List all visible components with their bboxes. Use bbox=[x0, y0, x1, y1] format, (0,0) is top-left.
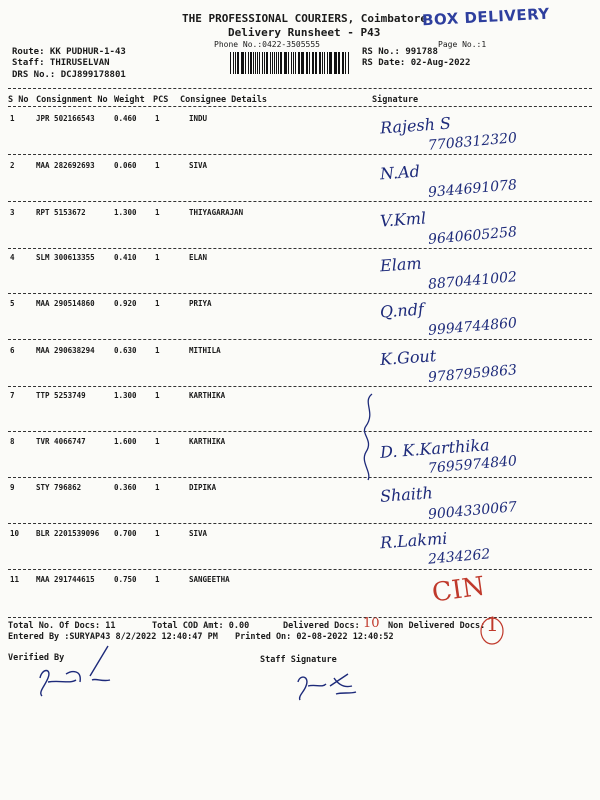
non-delivered-label: Non Delivered Docs: bbox=[388, 621, 486, 631]
cell-consignee: PRIYA bbox=[189, 299, 212, 308]
header-divider bbox=[8, 88, 592, 89]
cell-consignee: SANGEETHA bbox=[189, 575, 230, 584]
col-signature: Signature bbox=[372, 95, 419, 105]
col-weight: Weight bbox=[114, 95, 145, 105]
row-divider bbox=[8, 248, 592, 249]
cell-pcs: 1 bbox=[155, 437, 160, 446]
barcode bbox=[230, 52, 350, 74]
cell-sno: 1 bbox=[10, 114, 15, 123]
cell-sno: 11 bbox=[10, 575, 20, 584]
cell-weight: 1.300 bbox=[114, 391, 137, 400]
col-sno: S No bbox=[8, 95, 29, 105]
cell-consignee: DIPIKA bbox=[189, 483, 217, 492]
cell-consignee: INDU bbox=[189, 114, 208, 123]
cell-pcs: 1 bbox=[155, 299, 160, 308]
rs-date: RS Date: 02-Aug-2022 bbox=[362, 58, 471, 68]
total-docs: Total No. Of Docs: 11 bbox=[8, 621, 116, 631]
signature-name: Shaith bbox=[379, 483, 434, 506]
cell-sno: 8 bbox=[10, 437, 15, 446]
drs-number: DRS No.: DCJ899178801 bbox=[12, 70, 126, 80]
cell-consignment: SLM 300613355 bbox=[36, 253, 95, 262]
cell-consignee: ELAN bbox=[189, 253, 208, 262]
cell-weight: 0.360 bbox=[114, 483, 137, 492]
signature-name: V.Kml bbox=[379, 208, 427, 231]
cell-consignee: SIVA bbox=[189, 529, 208, 538]
signature-phone: 9344691078 bbox=[427, 177, 518, 201]
staff-signature-label: Staff Signature bbox=[260, 655, 337, 665]
cell-consignee: THIYAGARAJAN bbox=[189, 208, 244, 217]
cell-consignee: SIVA bbox=[189, 161, 208, 170]
cell-weight: 1.600 bbox=[114, 437, 137, 446]
cell-weight: 0.630 bbox=[114, 346, 137, 355]
delivered-docs-count: 10 bbox=[363, 616, 380, 631]
signature-name: D. K.Karthika bbox=[379, 435, 491, 462]
cell-weight: 0.920 bbox=[114, 299, 137, 308]
cell-pcs: 1 bbox=[155, 391, 160, 400]
cell-sno: 6 bbox=[10, 346, 15, 355]
rs-number: RS No.: 991788 bbox=[362, 47, 438, 57]
signature-phone: 9640605258 bbox=[427, 224, 518, 248]
col-consignee: Consignee Details bbox=[180, 95, 267, 105]
col-consignment: Consignment No bbox=[36, 95, 108, 105]
cell-pcs: 1 bbox=[155, 161, 160, 170]
row-divider bbox=[8, 523, 592, 524]
cell-weight: 0.700 bbox=[114, 529, 137, 538]
cell-pcs: 1 bbox=[155, 253, 160, 262]
runsheet-title: Delivery Runsheet - P43 bbox=[228, 26, 381, 39]
cell-consignment: MAA 290514860 bbox=[36, 299, 95, 308]
cell-consignment: MAA 282692693 bbox=[36, 161, 95, 170]
bracket-mark bbox=[360, 392, 380, 482]
cell-weight: 0.060 bbox=[114, 161, 137, 170]
signature-name: Rajesh S bbox=[379, 113, 452, 138]
signature-name: K.Gout bbox=[379, 346, 437, 369]
verified-signature bbox=[30, 640, 120, 700]
cell-sno: 9 bbox=[10, 483, 15, 492]
signature-phone: 2434262 bbox=[427, 546, 491, 568]
cell-sno: 7 bbox=[10, 391, 15, 400]
cell-pcs: 1 bbox=[155, 114, 160, 123]
cell-consignment: STY 796862 bbox=[36, 483, 82, 492]
cell-pcs: 1 bbox=[155, 575, 160, 584]
row-divider bbox=[8, 569, 592, 570]
col-pcs: PCS bbox=[153, 95, 169, 105]
cell-consignment: RPT 5153672 bbox=[36, 208, 86, 217]
cell-consignment: MAA 290638294 bbox=[36, 346, 95, 355]
cell-pcs: 1 bbox=[155, 208, 160, 217]
cell-consignment: MAA 291744615 bbox=[36, 575, 95, 584]
cell-sno: 5 bbox=[10, 299, 15, 308]
cell-consignee: MITHILA bbox=[189, 346, 221, 355]
cell-consignment: TTP 5253749 bbox=[36, 391, 86, 400]
row-divider bbox=[8, 431, 592, 432]
staff-name: Staff: THIRUSELVAN bbox=[12, 58, 110, 68]
row-divider bbox=[8, 201, 592, 202]
delivered-docs-label: Delivered Docs: bbox=[283, 621, 360, 631]
phone-number: Phone No.:0422-3505555 bbox=[214, 40, 320, 49]
box-delivery-stamp: BOX DELIVERY bbox=[421, 4, 551, 30]
page-number: Page No.:1 bbox=[438, 40, 487, 49]
signature-phone: 7695974840 bbox=[427, 453, 518, 477]
row-divider bbox=[8, 386, 592, 387]
cell-sno: 3 bbox=[10, 208, 15, 217]
circle-mark bbox=[478, 616, 508, 646]
cell-weight: 0.750 bbox=[114, 575, 137, 584]
signature-phone: 9004330067 bbox=[427, 499, 518, 523]
signature-phone: 8870441002 bbox=[427, 269, 518, 293]
cell-consignment: JPR 502166543 bbox=[36, 114, 95, 123]
row-divider bbox=[8, 293, 592, 294]
cell-weight: 0.460 bbox=[114, 114, 137, 123]
signature-name: Elam bbox=[379, 253, 423, 276]
cell-consignee: KARTHIKA bbox=[189, 437, 226, 446]
cin-annotation: CIN bbox=[430, 571, 487, 609]
signature-phone: 9994744860 bbox=[427, 315, 518, 339]
printed-on: Printed On: 02-08-2022 12:40:52 bbox=[235, 632, 394, 642]
cell-weight: 0.410 bbox=[114, 253, 137, 262]
signature-phone: 9787959863 bbox=[427, 362, 518, 386]
column-divider bbox=[8, 106, 592, 107]
signature-phone: 7708312320 bbox=[427, 130, 518, 154]
row-divider bbox=[8, 154, 592, 155]
cell-consignment: BLR 2201539096 bbox=[36, 529, 100, 538]
non-delivered-count: 1 bbox=[486, 612, 499, 636]
total-cod: Total COD Amt: 0.00 bbox=[152, 621, 250, 631]
staff-signature bbox=[290, 664, 370, 704]
cell-sno: 10 bbox=[10, 529, 20, 538]
row-divider bbox=[8, 477, 592, 478]
row-divider bbox=[8, 339, 592, 340]
entered-by: Entered By :SURYAP43 8/2/2022 12:40:47 PM bbox=[8, 632, 218, 642]
cell-pcs: 1 bbox=[155, 346, 160, 355]
cell-weight: 1.300 bbox=[114, 208, 137, 217]
signature-name: Q.ndf bbox=[379, 299, 425, 322]
cell-pcs: 1 bbox=[155, 483, 160, 492]
cell-sno: 4 bbox=[10, 253, 15, 262]
cell-sno: 2 bbox=[10, 161, 15, 170]
cell-consignment: TVR 4066747 bbox=[36, 437, 86, 446]
company-name: THE PROFESSIONAL COURIERS, Coimbatore bbox=[182, 12, 428, 25]
cell-consignee: KARTHIKA bbox=[189, 391, 226, 400]
verified-by-label: Verified By bbox=[8, 653, 65, 663]
signature-name: R.Lakmi bbox=[379, 528, 448, 553]
signature-name: N.Ad bbox=[379, 161, 421, 184]
cell-pcs: 1 bbox=[155, 529, 160, 538]
route: Route: KK PUDHUR-1-43 bbox=[12, 47, 126, 57]
